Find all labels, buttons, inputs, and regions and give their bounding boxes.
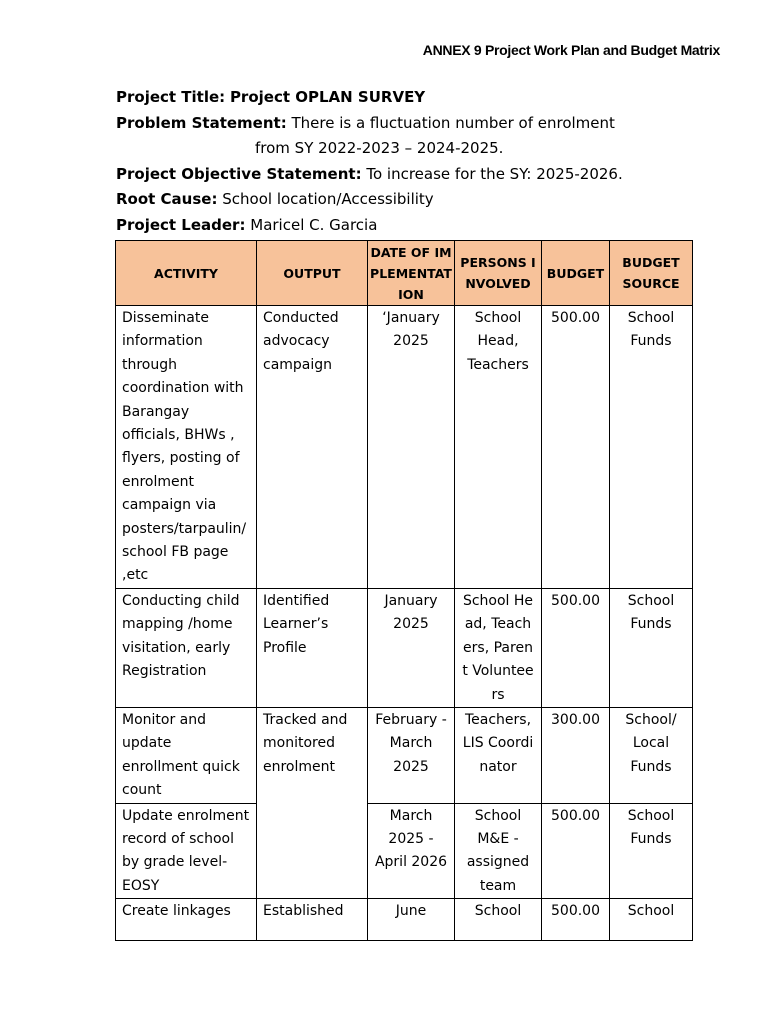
cell-persons: School — [455, 899, 542, 941]
table-row — [116, 588, 693, 707]
root-cause-value: School location/Accessibility — [222, 190, 434, 208]
cell-source: School Funds — [610, 803, 693, 899]
cell-persons: School M&E - assigned team — [455, 803, 542, 899]
cell-activity: Monitor and update enrollment quick count — [116, 707, 257, 803]
cell-activity: Update enrolment record of school by grade level-EOSY — [116, 803, 257, 899]
cell-activity: Create linkages — [116, 899, 257, 941]
problem-statement-value: There is a fluctuation number of enrolment — [291, 113, 615, 132]
header-budget: BUDGET — [542, 241, 610, 306]
cell-output: Established — [257, 899, 368, 941]
cell-source: School — [610, 899, 693, 941]
project-leader-line — [116, 213, 716, 239]
problem-statement-label: Problem Statement: — [116, 113, 287, 132]
page-cutoff — [0, 966, 768, 1024]
table-row — [116, 899, 693, 941]
cell-date: March 2025 - April 2026 — [368, 803, 455, 899]
objective-value: To increase for the SY: 2025-2026. — [366, 164, 623, 183]
cell-activity: Conducting child mapping /home visitation, early Registration — [116, 588, 257, 707]
cell-output: Conducted advocacy campaign — [257, 306, 368, 589]
project-info — [116, 85, 716, 238]
cell-budget: 300.00 — [542, 707, 610, 803]
header-date: DATE OF IMPLEMENTATION — [368, 241, 455, 306]
cell-date: February - March 2025 — [368, 707, 455, 803]
project-title-line — [116, 85, 716, 111]
header-output: OUTPUT — [257, 241, 368, 306]
cell-source: School/ Local Funds — [610, 707, 693, 803]
cell-budget: 500.00 — [542, 306, 610, 589]
root-cause-line — [116, 187, 716, 213]
project-leader-value: Maricel C. Garcia — [250, 215, 378, 234]
cell-source: School Funds — [610, 306, 693, 589]
cell-budget: 500.00 — [542, 588, 610, 707]
cell-output-merged: Tracked and monitored enrolment — [257, 707, 368, 898]
cell-budget: 500.00 — [542, 899, 610, 941]
header-activity: ACTIVITY — [116, 241, 257, 306]
cell-source: School Funds — [610, 588, 693, 707]
cell-persons: Teachers, LIS Coordinator — [455, 707, 542, 803]
annex-header: ANNEX 9 Project Work Plan and Budget Matrix — [422, 42, 720, 58]
table-row — [116, 707, 693, 803]
cell-date: January 2025 — [368, 588, 455, 707]
root-cause-label: Root Cause: — [116, 190, 218, 208]
cell-persons: School Head, Teachers — [455, 306, 542, 589]
project-leader-label: Project Leader: — [116, 215, 246, 234]
table-row — [116, 803, 693, 899]
objective-label: Project Objective Statement: — [116, 164, 362, 183]
problem-statement-line — [116, 111, 716, 137]
table-header-row — [116, 241, 693, 306]
cell-activity: Disseminate information through coordination with Barangay officials, BHWs , flyers, posting of enrolment campaign via posters/tarpaulin/ school FB page ,etc — [116, 306, 257, 589]
header-persons: PERSONS INVOLVED — [455, 241, 542, 306]
cell-persons: School Head, Teachers, Parent Volunteers — [455, 588, 542, 707]
objective-line — [116, 162, 716, 188]
project-title-label: Project Title: — [116, 88, 226, 106]
problem-statement-continuation: from SY 2022-2023 – 2024-2025. — [255, 139, 504, 157]
work-plan-table — [115, 240, 693, 941]
cell-budget: 500.00 — [542, 803, 610, 899]
cell-output: Identified Learner’s Profile — [257, 588, 368, 707]
table-row — [116, 306, 693, 589]
cell-date: ‘January 2025 — [368, 306, 455, 589]
project-title-value: Project OPLAN SURVEY — [229, 88, 426, 106]
header-source: BUDGET SOURCE — [610, 241, 693, 306]
cell-date: June — [368, 899, 455, 941]
